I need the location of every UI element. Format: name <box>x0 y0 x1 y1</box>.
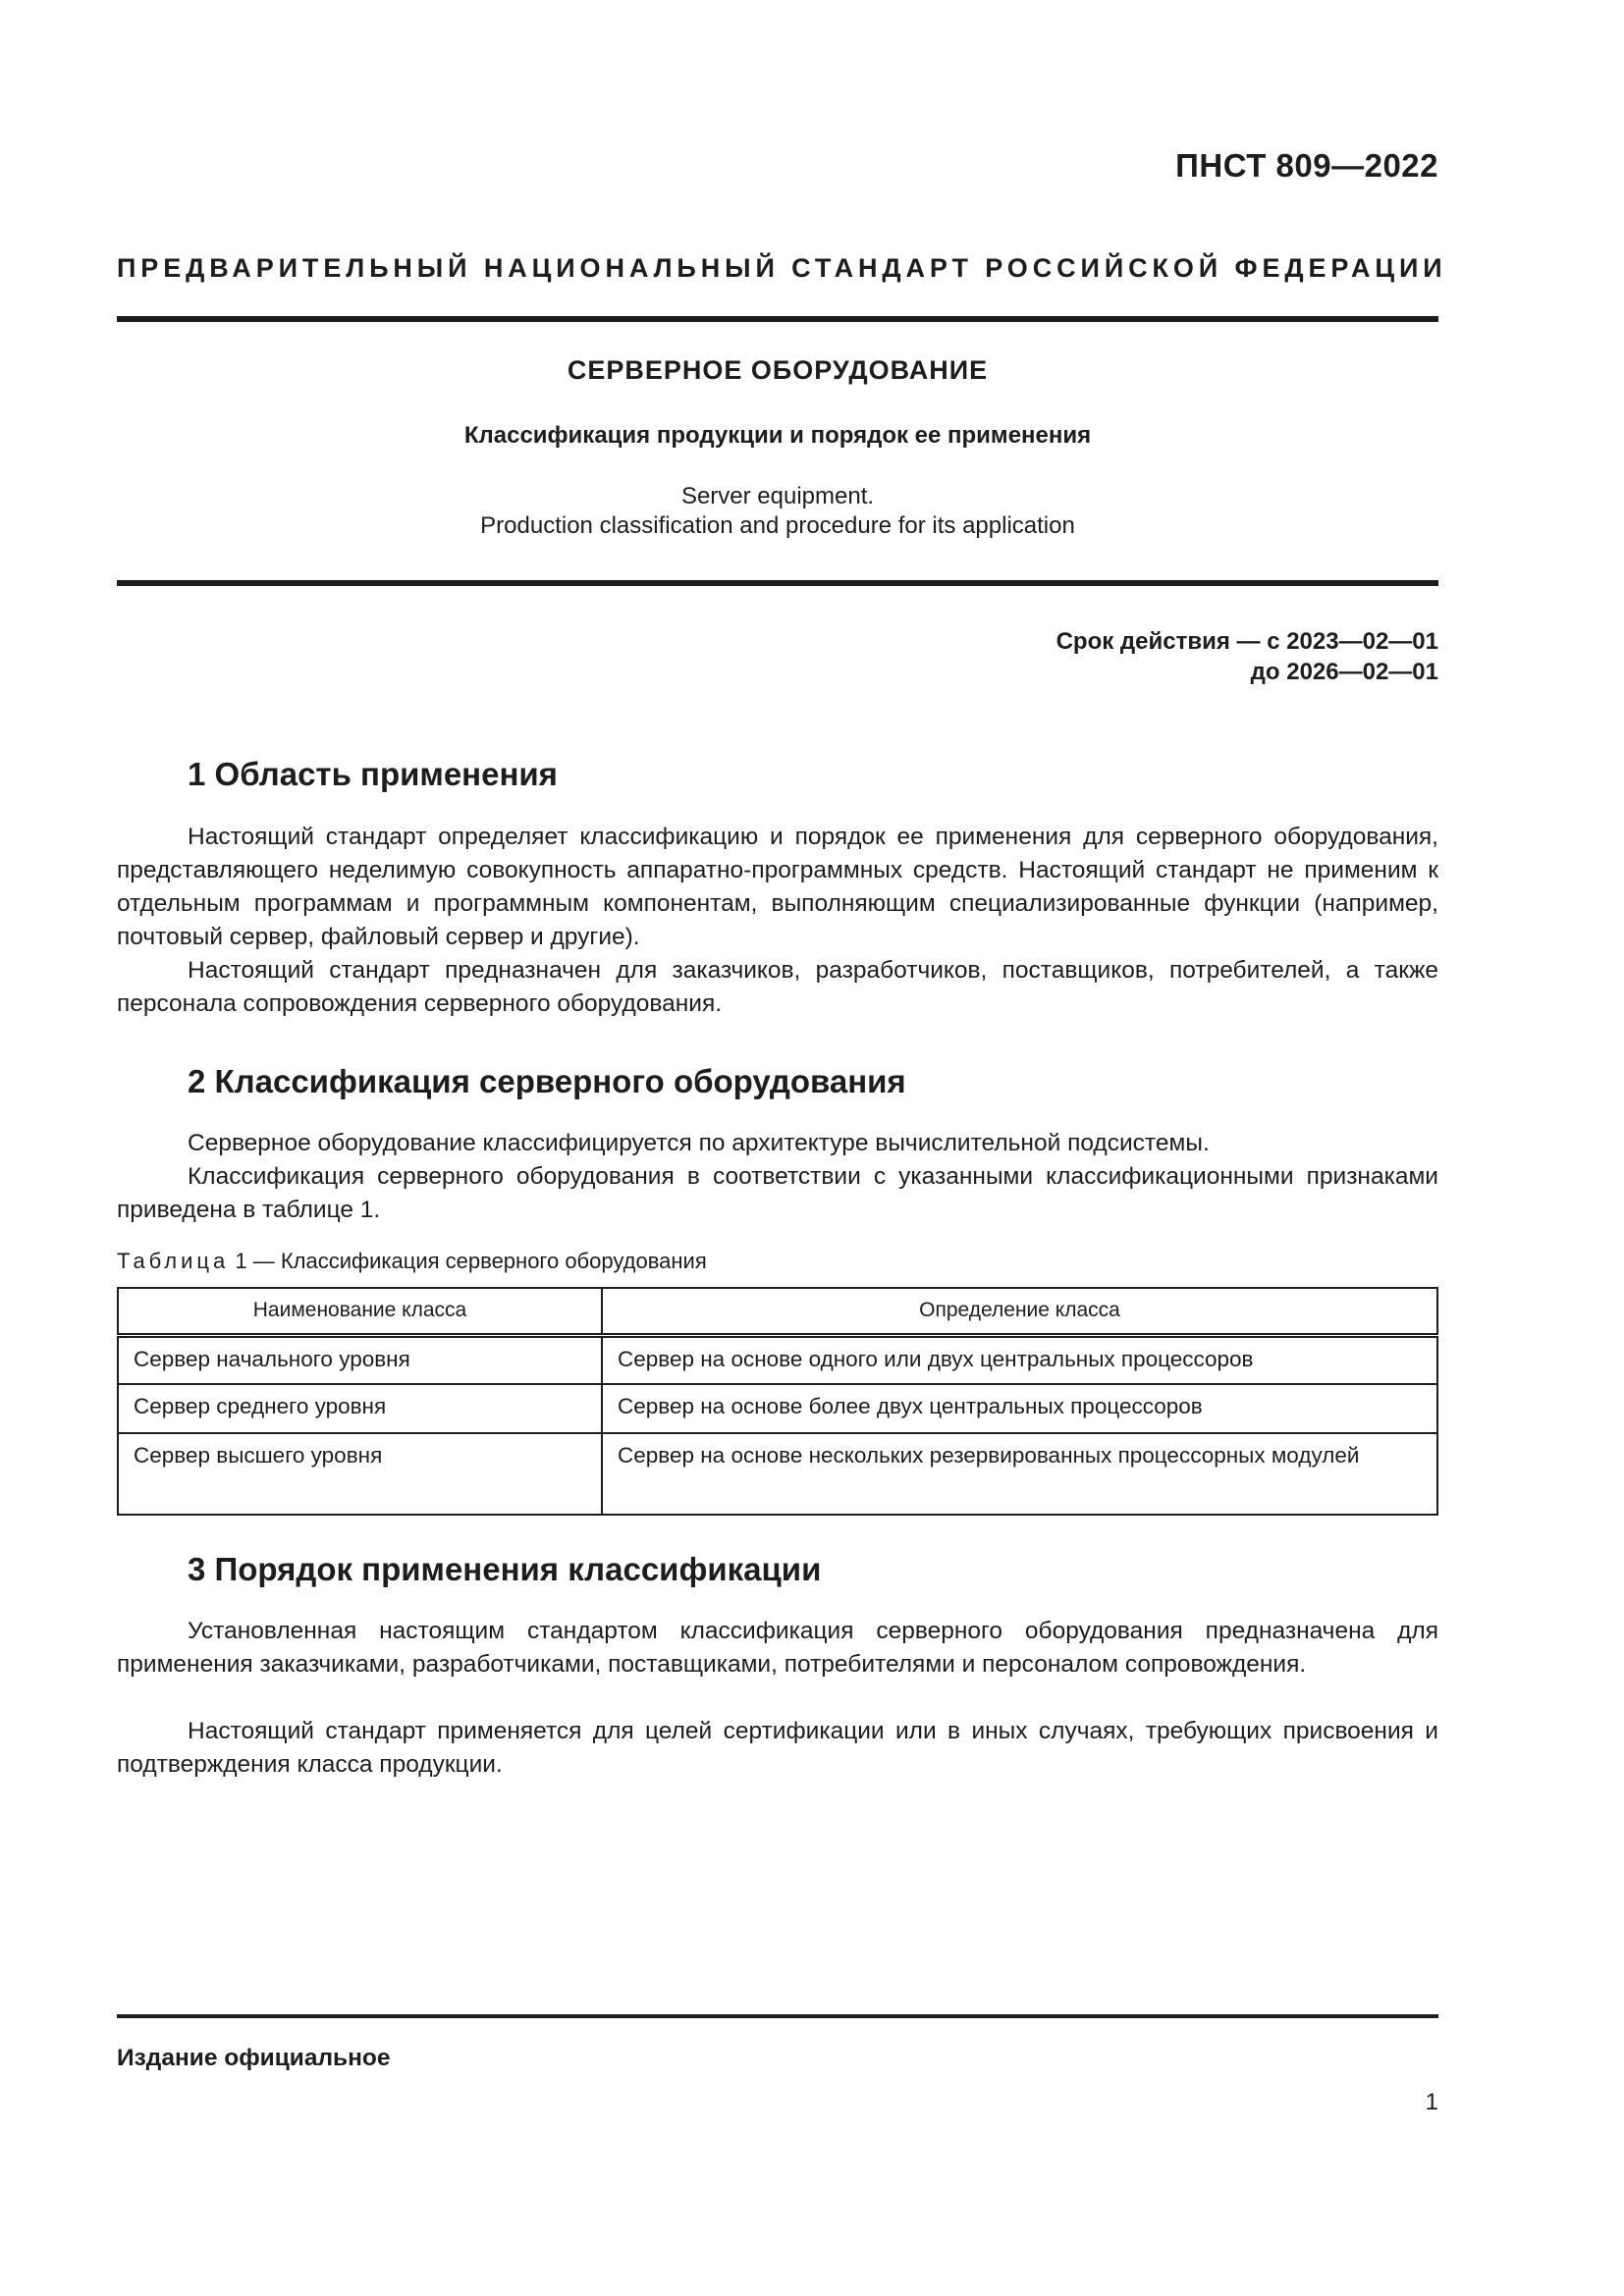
section-2-paragraph-2: Классификация серверного оборудования в соответствии с указанными классификационными признаками приведена в таблице 1. <box>117 1163 1438 1223</box>
table-caption-label: Таблица <box>117 1249 230 1273</box>
section-1-paragraph-1: Настоящий стандарт определяет классификацию и порядок ее применения для серверного оборудования, представляющего неделимую совокупность аппаратно-программных средств. Настоящий стандарт не применим к отдельным программам и программным компонентам, выполняющим специализированные функции (например, почтовый сервер, файловый сервер и другие). <box>117 824 1438 950</box>
validity-end: до 2026—02—01 <box>1250 659 1438 685</box>
header-divider <box>117 316 1438 322</box>
table-header-class-definition: Определение класса <box>602 1288 1437 1335</box>
table-row <box>118 1433 1437 1515</box>
table-cell-class-name: Сервер высшего уровня <box>118 1433 602 1515</box>
document-subtitle: Классификация продукции и порядок ее применения <box>463 422 1092 449</box>
validity-period <box>1056 626 1438 687</box>
document-code: ПНСТ 809—2022 <box>1175 147 1438 184</box>
table-caption-text: 1 — Классификация серверного оборудования <box>229 1249 707 1273</box>
validity-start: Срок действия — с 2023—02—01 <box>1056 628 1438 655</box>
table-caption <box>117 1249 707 1274</box>
table-cell-class-definition: Сервер на основе более двух центральных процессоров <box>602 1384 1437 1433</box>
standard-type-header: ПРЕДВАРИТЕЛЬНЫЙ НАЦИОНАЛЬНЫЙ СТАНДАРТ РОССИЙСКОЙ ФЕДЕРАЦИИ <box>117 253 1447 283</box>
table-row <box>118 1335 1437 1384</box>
footer-divider <box>117 2014 1438 2018</box>
table-header-class-name: Наименование класса <box>118 1288 602 1335</box>
page-number: 1 <box>1425 2089 1438 2115</box>
section-1-heading: 1 Область применения <box>188 756 558 792</box>
table-row <box>118 1384 1437 1433</box>
english-title <box>117 482 1438 541</box>
english-title-line-2: Production classification and procedure for its application <box>480 512 1075 539</box>
section-1-paragraph-2: Настоящий стандарт предназначен для заказчиков, разработчиков, поставщиков, потребителей, а также персонала сопровождения серверного оборудования. <box>117 957 1438 1017</box>
document-page <box>117 0 1447 2296</box>
title-divider <box>117 580 1438 586</box>
table-cell-class-name: Сервер среднего уровня <box>118 1384 602 1433</box>
english-title-line-1: Server equipment. <box>680 483 875 509</box>
section-3-paragraph-1: Установленная настоящим стандартом классификация серверного оборудования предназначена для применения заказчиками, разработчиками, поставщиками, потребителями и персоналом сопровождения. <box>117 1618 1438 1678</box>
classification-table <box>117 1287 1438 1516</box>
table-header-row <box>118 1288 1437 1335</box>
section-3-heading: 3 Порядок применения классификации <box>188 1551 822 1587</box>
table-cell-class-definition: Сервер на основе одного или двух центральных процессоров <box>602 1335 1437 1384</box>
section-3-paragraph-2: Настоящий стандарт применяется для целей сертификации или в иных случаях, требующих присвоения и подтверждения класса продукции. <box>117 1718 1438 1778</box>
section-2-heading: 2 Классификация серверного оборудования <box>188 1063 906 1099</box>
section-2-paragraph-1: Серверное оборудование классифицируется по архитектуре вычислительной подсистемы. <box>188 1130 1210 1156</box>
table-cell-class-name: Сервер начального уровня <box>118 1335 602 1384</box>
document-title: СЕРВЕРНОЕ ОБОРУДОВАНИЕ <box>567 355 989 385</box>
table-cell-class-definition: Сервер на основе нескольких резервированных процессорных модулей <box>602 1433 1437 1515</box>
official-edition-label: Издание официальное <box>117 2045 391 2071</box>
